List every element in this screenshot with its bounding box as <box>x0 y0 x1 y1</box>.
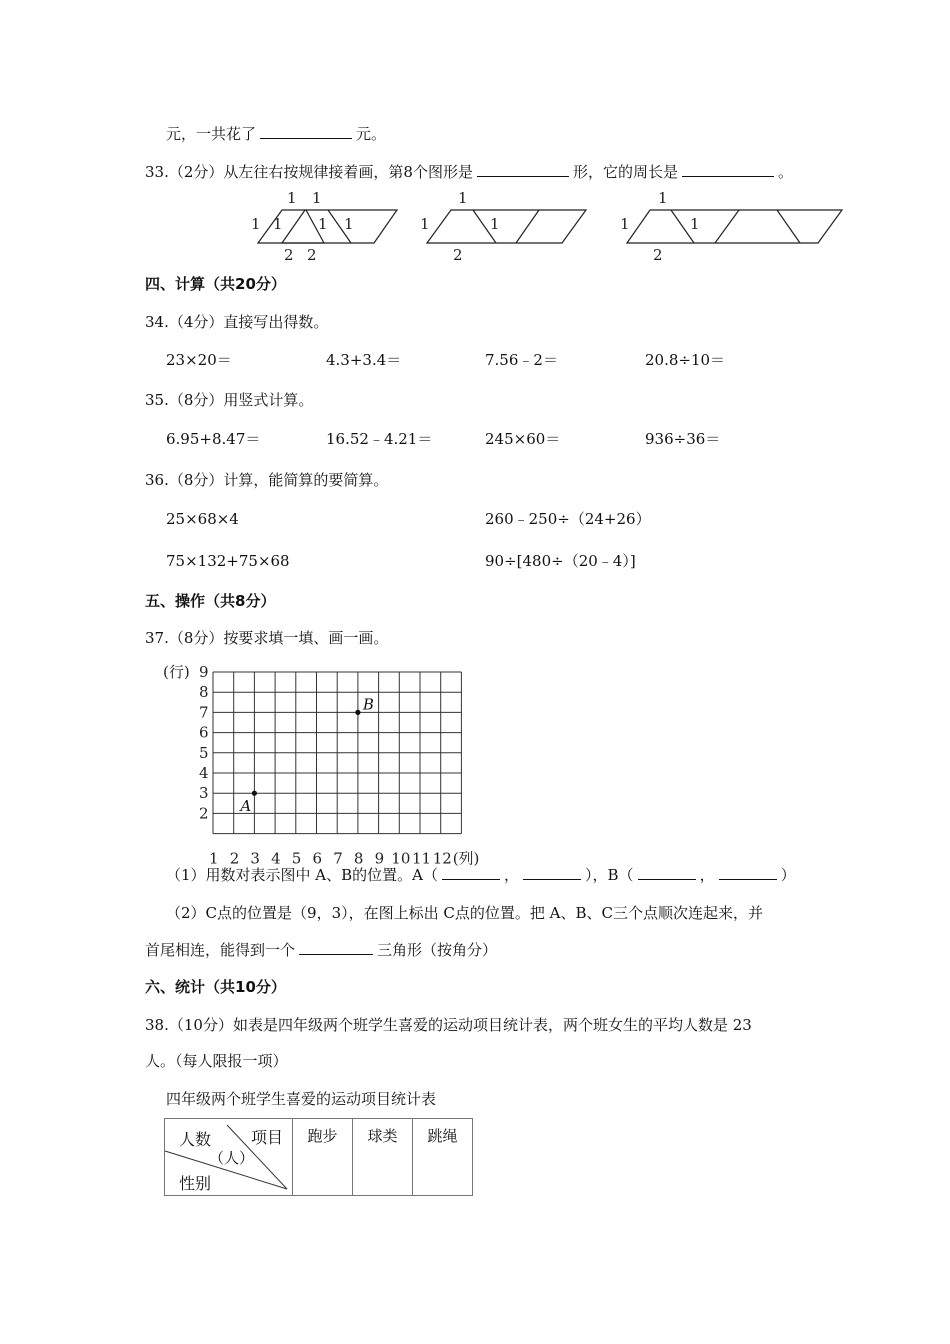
q34-item-4: 20.8÷10＝ <box>645 351 726 369</box>
fig4-mid-label: 1 <box>690 215 700 233</box>
q33-shape-blank[interactable] <box>477 162 569 177</box>
col-tick-label: 7 <box>333 849 343 868</box>
col-tick-label: 2 <box>229 849 240 868</box>
col-header-rope: 跳绳 <box>413 1119 473 1196</box>
q37-stem: 37.（8分）按要求填一填、画一画。 <box>145 629 389 647</box>
col-tick-label: 4 <box>271 849 281 868</box>
fig1-bottom-label: 2 <box>284 246 294 264</box>
fig4-top-label: 1 <box>658 189 668 207</box>
header-count-label: 人数 <box>179 1130 212 1149</box>
q36-stem: 36.（8分）计算，能简算的要简算。 <box>145 471 389 489</box>
col-tick-label: 8 <box>353 849 364 868</box>
q37-sub1: （1）用数对表示图中 A、B的位置。A（ ， ），B（ ， ） <box>166 866 796 884</box>
coordinate-grid <box>0 655 950 868</box>
point-b-dot <box>355 710 360 715</box>
a-col-blank[interactable] <box>442 865 500 880</box>
col-tick-label: 10 <box>391 849 411 868</box>
sports-stat-table <box>164 1118 473 1196</box>
point-b-label: B <box>362 695 374 714</box>
trapezoid-fig-1 <box>258 210 324 243</box>
q34-item-2: 4.3+3.4＝ <box>326 351 402 369</box>
q37-sub2-line2: 首尾相连，能得到一个 三角形（按角分） <box>145 941 498 959</box>
col-tick-label: 12 <box>432 849 452 868</box>
point-a-label: A <box>240 797 252 816</box>
q34-item-3: 7.56﹣2＝ <box>485 351 558 369</box>
header-gender-label: 性别 <box>179 1174 212 1193</box>
fig4-bottom-label: 2 <box>653 246 663 264</box>
col-tick-label: 5 <box>291 849 302 868</box>
q36-item-1: 25×68×4 <box>166 510 239 528</box>
b-col-blank[interactable] <box>638 865 696 880</box>
a-row-blank[interactable] <box>523 865 581 880</box>
header-unit-label: （人） <box>209 1149 255 1167</box>
q33-stem: 33.（2分）从左往右按规律接着画，第8个图形是 形，它的周长是 。 <box>145 163 793 181</box>
q35-item-2: 16.52﹣4.21＝ <box>326 430 433 448</box>
fig2-bottom-label: 2 <box>307 246 317 264</box>
row-tick-label: 3 <box>199 784 209 803</box>
q36-item-4: 90÷[480÷（20﹣4）] <box>485 552 636 570</box>
row-tick-label: 6 <box>199 723 209 742</box>
q35-stem: 35.（8分）用竖式计算。 <box>145 391 314 409</box>
fig1-right-label: 1 <box>318 215 328 233</box>
q34-stem: 34.（4分）直接写出得数。 <box>145 313 329 331</box>
row-tick-label: 4 <box>199 764 209 782</box>
fig3-top-label: 1 <box>458 189 468 207</box>
row-tick-label: 8 <box>199 683 209 702</box>
section-6-title: 六、统计（共10分） <box>145 978 286 996</box>
fig3-bottom-label: 2 <box>453 246 463 264</box>
q37-sub2-line1: （2）C点的位置是（9，3），在图上标出 C点的位置。把 A、B、C三个点顺次连起来，并 <box>166 904 763 922</box>
q36-item-2: 260﹣250÷（24+26） <box>485 510 651 528</box>
fig3-mid-label: 1 <box>490 215 500 233</box>
col-tick-label: 9 <box>374 849 385 868</box>
q34-item-1: 23×20＝ <box>166 351 232 369</box>
fig2-mid-label: 1 <box>344 215 354 233</box>
row-axis-label: (行) <box>163 663 190 681</box>
point-a-dot <box>252 791 257 796</box>
col-header-ball: 球类 <box>353 1119 413 1196</box>
row-tick-label: 2 <box>199 804 209 823</box>
q35-item-4: 936÷36＝ <box>645 430 721 448</box>
fig1-top-label: 1 <box>287 189 297 207</box>
q38-stem-line2: 人。（每人限报一项） <box>145 1052 288 1070</box>
col-header-running: 跑步 <box>293 1119 353 1196</box>
q35-item-1: 6.95+8.47＝ <box>166 430 261 448</box>
fig4-left-label: 1 <box>620 215 630 233</box>
q33-perimeter-blank[interactable] <box>682 162 774 177</box>
header-item-label: 项目 <box>251 1128 284 1147</box>
triangle-type-blank[interactable] <box>299 940 373 955</box>
section-5-title: 五、操作（共8分） <box>145 592 276 610</box>
col-tick-label: 6 <box>312 849 323 868</box>
q35-item-3: 245×60＝ <box>485 430 561 448</box>
b-row-blank[interactable] <box>719 865 777 880</box>
row-tick-label: 7 <box>199 703 209 722</box>
q38-table-title: 四年级两个班学生喜爱的运动项目统计表 <box>166 1090 437 1108</box>
q33-trapezoid-pattern <box>0 186 950 268</box>
fig2-left-label: 1 <box>273 215 283 233</box>
trapezoid-fig-3 <box>427 210 586 243</box>
q38-stem-line1: 38.（10分）如表是四年级两个班学生喜爱的运动项目统计表，两个班女生的平均人数是 23 <box>145 1016 752 1034</box>
section-4-title: 四、计算（共20分） <box>145 275 286 293</box>
col-tick-label: 11 <box>412 849 432 868</box>
col-axis-label: (列) <box>452 849 480 868</box>
q32-answer-blank[interactable] <box>260 124 352 139</box>
fig3-left-label: 1 <box>420 215 430 233</box>
diagonal-header-cell <box>165 1119 293 1196</box>
fig2-top-label: 1 <box>312 189 322 207</box>
row-tick-label: 5 <box>199 743 209 762</box>
table-row <box>165 1119 473 1196</box>
q36-item-3: 75×132+75×68 <box>166 552 290 570</box>
trapezoid-fig-4 <box>627 210 842 243</box>
col-tick-label: 3 <box>250 849 260 868</box>
row-tick-label: 9 <box>199 663 209 681</box>
fig1-left-label: 1 <box>251 215 261 233</box>
col-tick-label: 1 <box>209 849 219 868</box>
q32-tail: 元，一共花了 元。 <box>166 125 387 143</box>
